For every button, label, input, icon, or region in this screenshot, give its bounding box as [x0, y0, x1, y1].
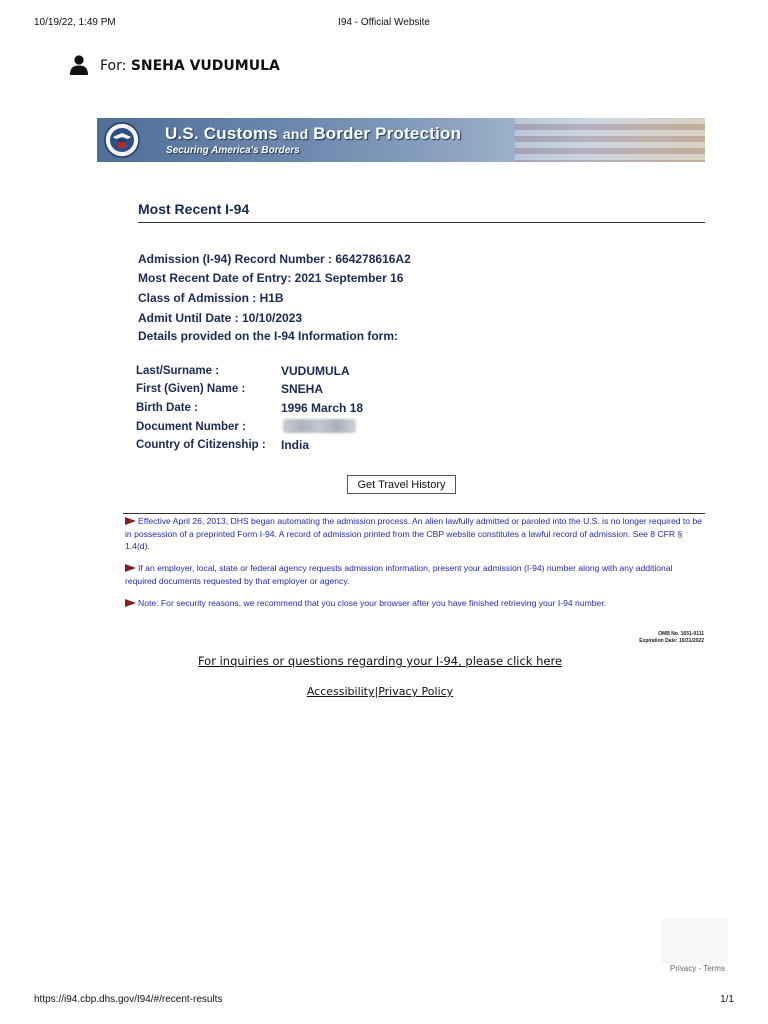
citizenship-label: Country of Citizenship :	[136, 439, 266, 451]
for-user-line	[100, 58, 280, 74]
notice-automation: Effective April 26, 2013, DHS began automating the admission process. An alien lawfully admitted or paroled into the U.S. is no longer required to be in possession of a preprinted Form I-94. A record of admission printed from the CBP website constitutes a lawful record of admission. See 8 CFR § 1.4(d).	[125, 516, 703, 551]
page-title: Most Recent I-94	[138, 201, 250, 217]
print-url: https://i94.cbp.dhs.gov/I94/#/recent-results	[34, 994, 223, 1005]
citizenship-value: India	[281, 438, 310, 452]
print-page-title: I94 - Official Website	[338, 17, 430, 28]
recaptcha-privacy-terms[interactable]: Privacy - Terms	[670, 964, 725, 973]
banner-title: U.S. Customs and Border Protection	[165, 124, 462, 143]
arrow-icon	[125, 599, 136, 607]
flag-stripes	[515, 118, 705, 162]
link-separator: |	[374, 685, 379, 698]
user-icon	[70, 55, 88, 75]
document-number-redacted	[283, 419, 356, 433]
accessibility-link[interactable]: Accessibility	[306, 685, 375, 698]
omb-expiration: Expiration Date: 10/31/2022	[639, 638, 704, 644]
notice-employer: If an employer, local, state or federal agency requests admission information, present your admission (I-94) number along with any additional required documents requested by that employer or agency.	[125, 563, 673, 586]
inquiry-link[interactable]: For inquiries or questions regarding your I-94, please click here	[197, 654, 563, 668]
footer-links	[0, 685, 760, 698]
arrow-icon	[125, 517, 136, 525]
details-heading: Details provided on the I-94 Information form:	[138, 329, 399, 343]
divider	[123, 513, 705, 514]
cbp-banner	[97, 118, 705, 162]
last-name-value: VUDUMULA	[281, 364, 350, 378]
dhs-seal-icon	[102, 121, 158, 159]
omb-info	[639, 631, 704, 645]
record-number: Admission (I-94) Record Number : 664278616A2	[138, 252, 411, 266]
privacy-policy-link[interactable]: Privacy Policy	[378, 685, 454, 698]
for-label: For:	[100, 58, 127, 74]
divider	[138, 222, 705, 223]
last-name-label: Last/Surname :	[136, 365, 220, 377]
get-travel-history-button[interactable]: Get Travel History	[347, 475, 456, 494]
birth-date-label: Birth Date :	[136, 402, 198, 414]
class-of-admission: Class of Admission : H1B	[138, 291, 284, 305]
notice-security: Note: For security reasons, we recommend that you close your browser after you have finished retrieving your I-94 number.	[125, 597, 705, 610]
birth-date-value: 1996 March 18	[281, 401, 364, 415]
inquiry-section	[0, 654, 760, 668]
print-datetime: 10/19/22, 1:49 PM	[34, 17, 116, 28]
document-number-label: Document Number :	[136, 421, 246, 433]
recaptcha-badge	[662, 918, 728, 964]
first-name-label: First (Given) Name :	[136, 383, 246, 395]
entry-date: Most Recent Date of Entry: 2021 September 16	[138, 271, 404, 285]
print-page-number: 1/1	[720, 994, 734, 1005]
banner-subtitle: Securing America's Borders	[166, 145, 300, 156]
arrow-icon	[125, 564, 136, 572]
admit-until-date: Admit Until Date : 10/10/2023	[138, 311, 303, 325]
user-name: SNEHA VUDUMULA	[130, 58, 280, 74]
first-name-value: SNEHA	[281, 382, 324, 396]
omb-number: OMB No. 1651-0111	[658, 631, 704, 637]
